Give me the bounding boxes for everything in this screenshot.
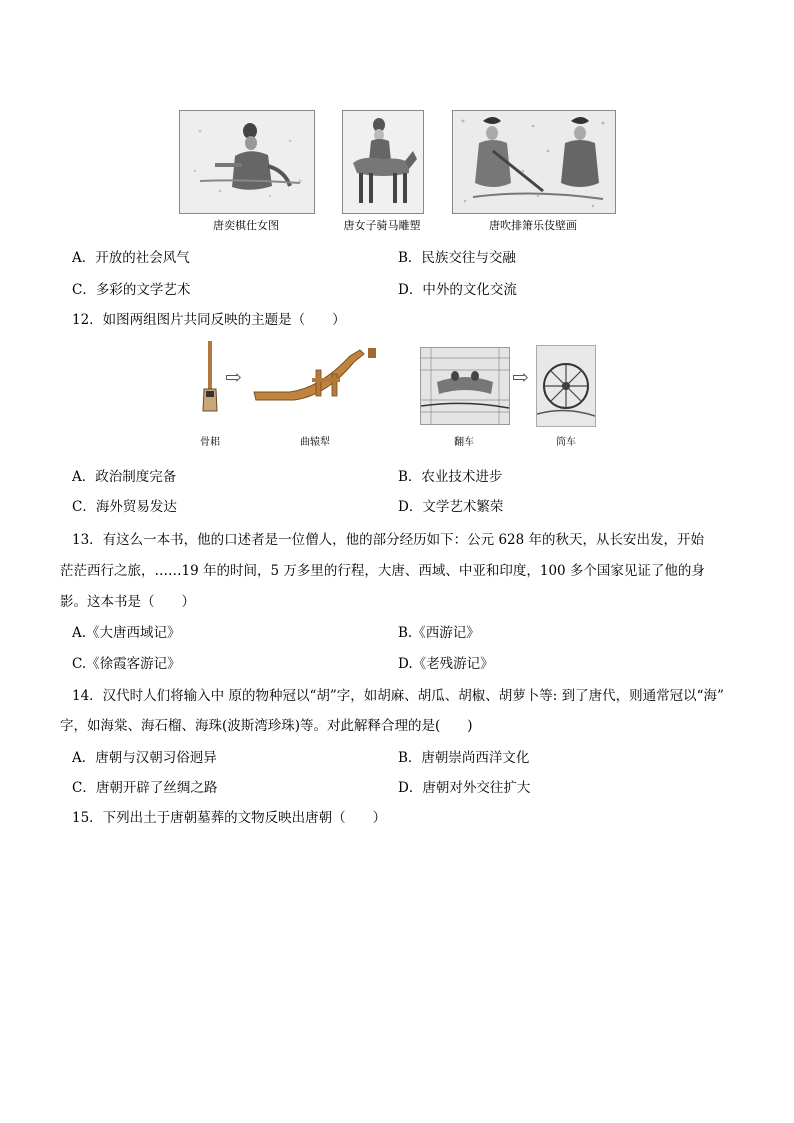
figure-bone-spade xyxy=(197,341,223,417)
arrow-1: ⇨ xyxy=(225,365,242,389)
q15-stem: 15．下列出土于唐朝墓葬的文物反映出唐朝（ ） xyxy=(72,810,387,826)
q13-stem-line-1: 13．有这么一本书，他的口述者是一位僧人，他的部分经历如下：公元 628 年的秋天，从长安出发，开始 xyxy=(72,532,705,548)
caption-tube-wheel: 筒车 xyxy=(556,437,576,448)
caption-weiqi-ladies: 唐奕棋仕女图 xyxy=(213,219,279,232)
figure-tube-wheel xyxy=(536,345,596,427)
q14-option-b: B．唐朝崇尚西洋文化 xyxy=(398,750,530,766)
q11-option-b: B．民族交往与交融 xyxy=(398,250,516,266)
q11-option-a: A．开放的社会风气 xyxy=(72,250,190,266)
q11-option-c: C．多彩的文学艺术 xyxy=(72,282,191,298)
figure-dragon-wheel xyxy=(420,347,510,425)
q14-stem-line-2: 字，如海棠、海石榴、海珠(波斯湾珍珠)等。对此解释合理的是( ) xyxy=(60,718,473,734)
q13-stem-line-3: 影。这本书是（ ） xyxy=(60,594,195,610)
q14-option-a: A．唐朝与汉朝习俗迥异 xyxy=(72,750,217,766)
caption-dragon-wheel: 翻车 xyxy=(454,437,474,448)
q14-stem-line-1: 14．汉代时人们将输入中 原的物种冠以“胡”字，如胡麻、胡瓜、胡椒、胡萝卜等: 到了唐代，则通常冠以“海” xyxy=(72,688,724,704)
q12-stem: 12．如图两组图片共同反映的主题是（ ） xyxy=(72,312,346,328)
q13-option-a: A.《大唐西域记》 xyxy=(72,625,181,641)
q13-option-d: D.《老残游记》 xyxy=(398,656,494,672)
q13-option-b: B.《西游记》 xyxy=(398,625,480,641)
q13-stem-line-2: 茫茫西行之旅，……19 年的时间，5 万多里的行程，大唐、西域、中亚和印度，100 多个国家见证了他的身 xyxy=(60,563,705,579)
q13-option-c: C.《徐霞客游记》 xyxy=(72,656,181,672)
caption-woman-horse: 唐女子骑马雕塑 xyxy=(343,219,421,232)
q14-option-d: D．唐朝对外交往扩大 xyxy=(398,780,531,796)
q14-option-c: C．唐朝开辟了丝绸之路 xyxy=(72,780,218,796)
q12-option-a: A．政治制度完备 xyxy=(72,469,177,485)
q12-option-b: B．农业技术进步 xyxy=(398,469,503,485)
caption-musician-mural: 唐吹排箫乐伎壁画 xyxy=(489,219,577,232)
caption-curved-plow: 曲辕犁 xyxy=(300,437,330,448)
figure-musician-mural xyxy=(452,110,616,214)
figure-woman-horse xyxy=(342,110,424,214)
q11-option-d: D．中外的文化交流 xyxy=(398,282,517,298)
q12-option-d: D．文学艺术繁荣 xyxy=(398,499,504,515)
figure-weiqi-ladies xyxy=(179,110,315,214)
q12-option-c: C．海外贸易发达 xyxy=(72,499,177,515)
caption-bone-spade: 骨耜 xyxy=(200,437,220,448)
arrow-2: ⇨ xyxy=(512,365,529,389)
figure-curved-plow xyxy=(250,348,378,406)
